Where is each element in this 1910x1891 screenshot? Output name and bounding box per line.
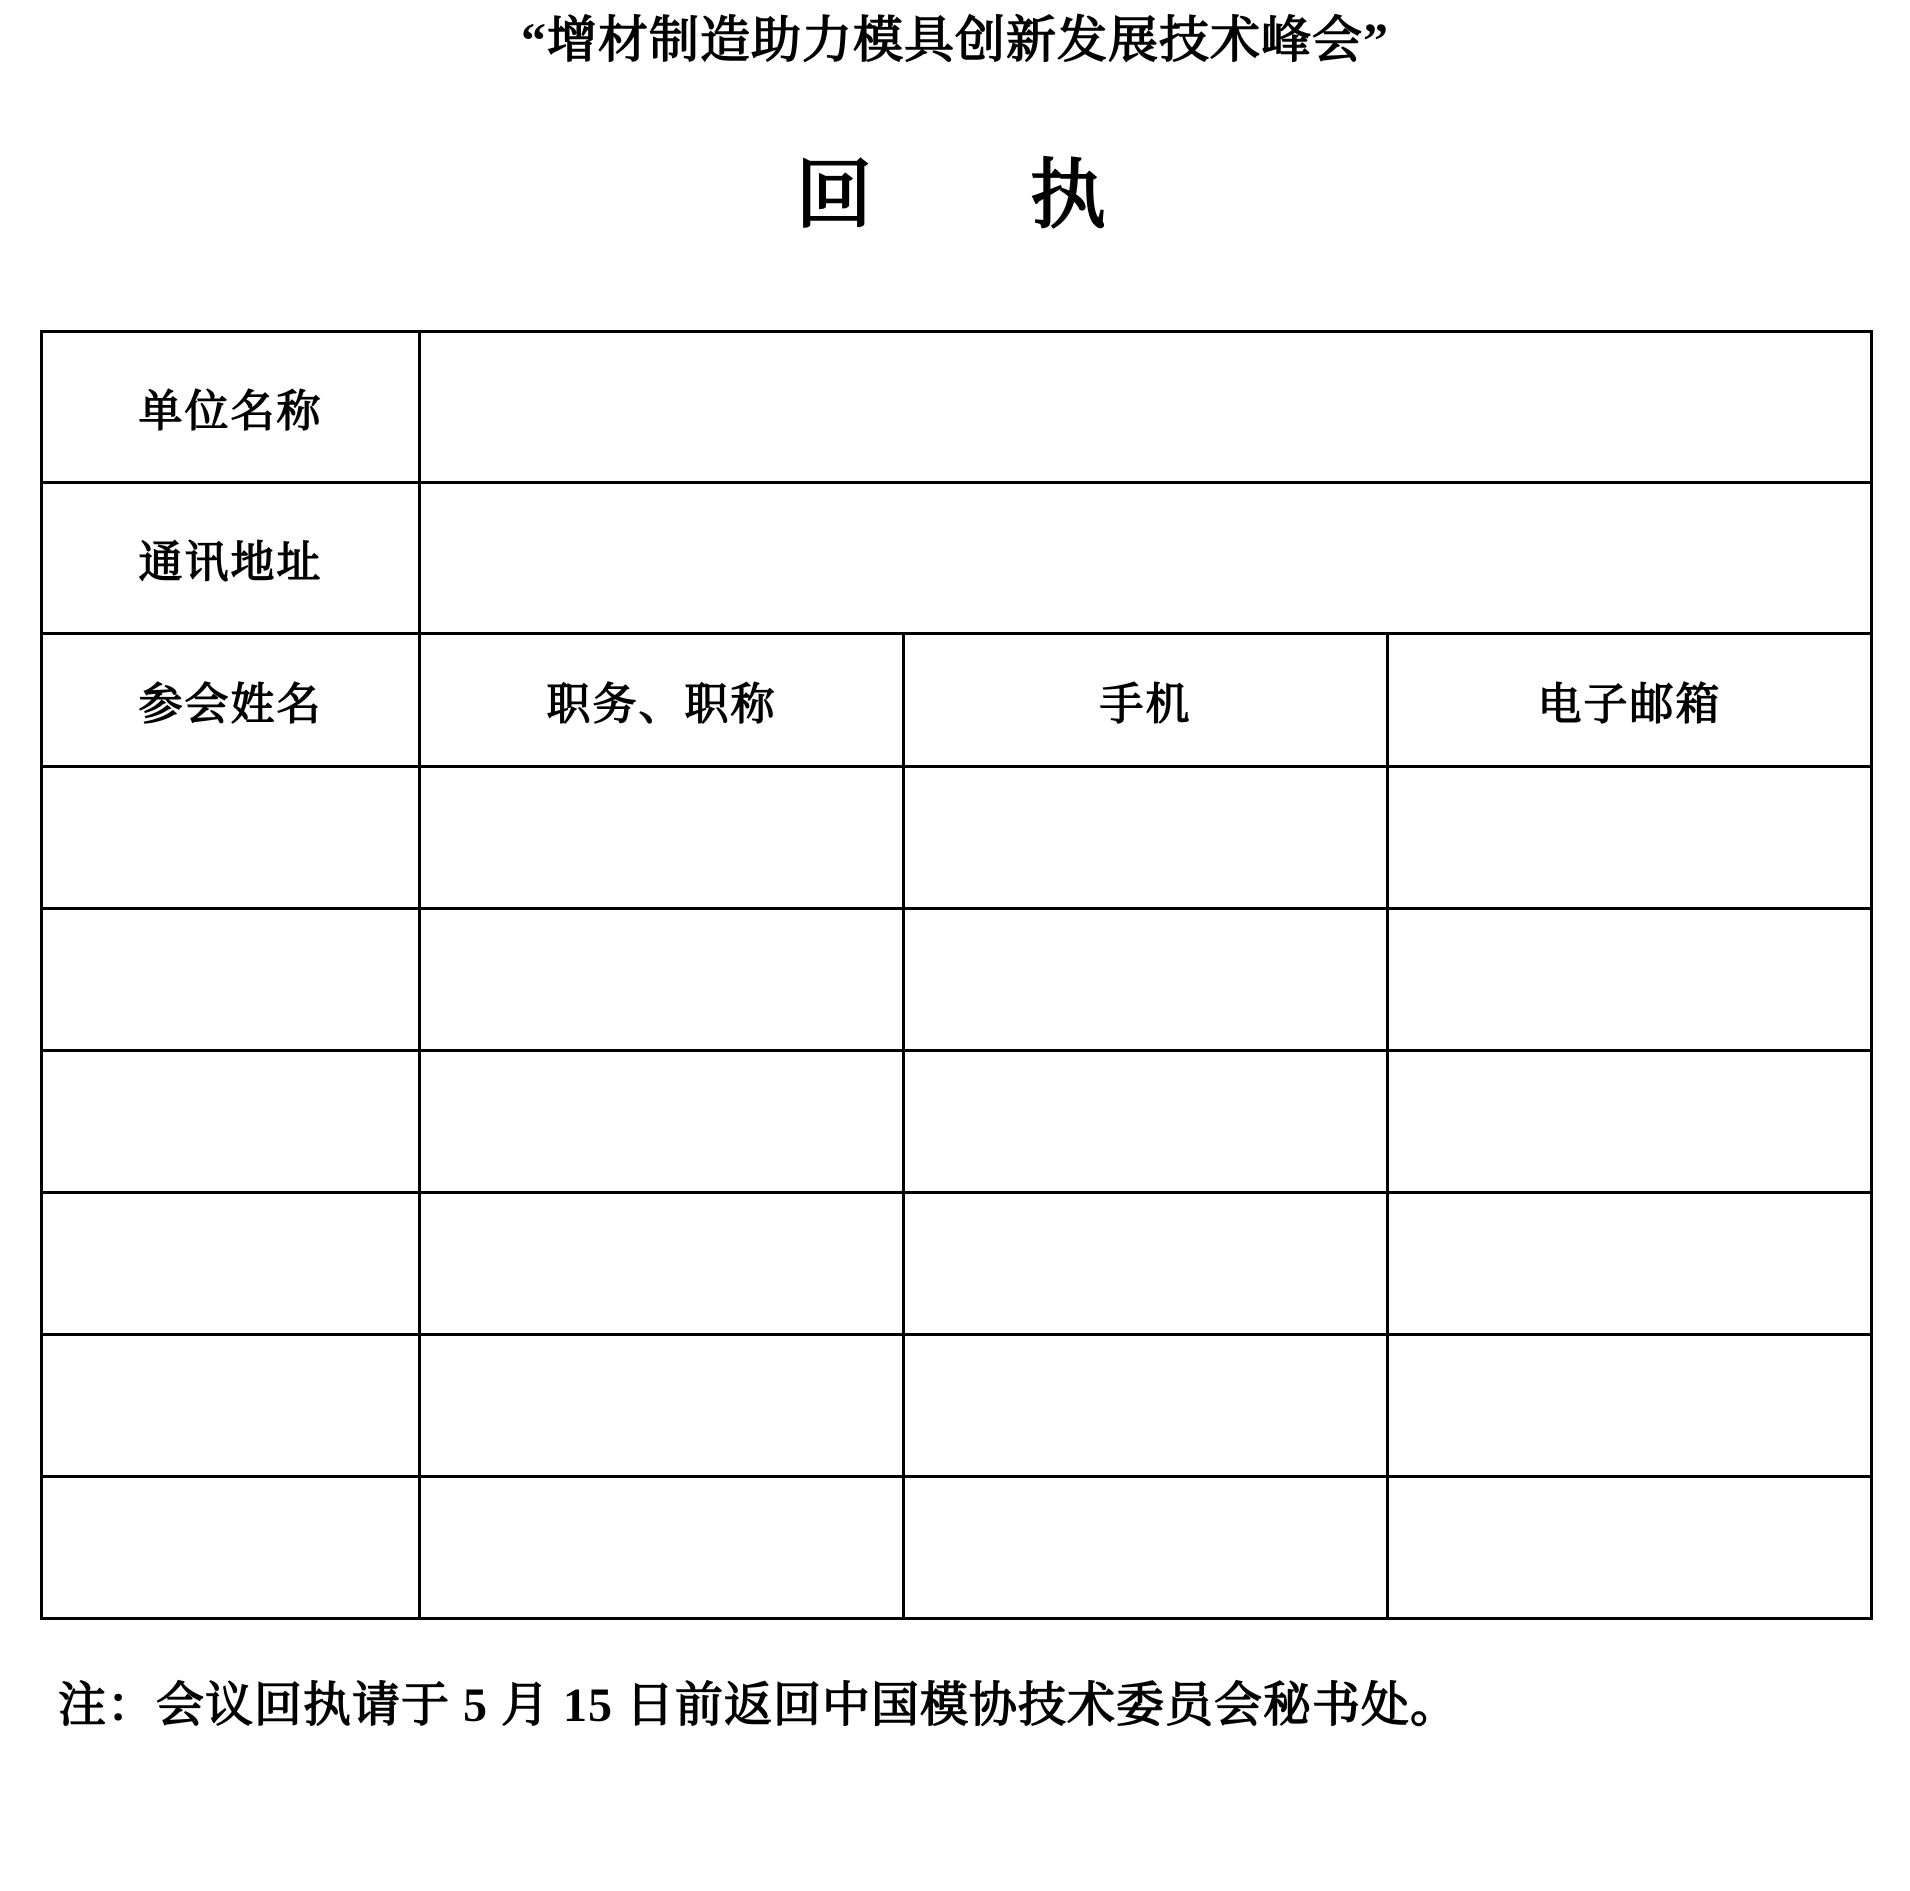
table-row: [42, 332, 1872, 483]
cell-attendee-name[interactable]: [42, 767, 420, 909]
table-row: [42, 1335, 1872, 1477]
header-email: 电子邮箱: [1388, 634, 1872, 767]
table-row: [42, 1051, 1872, 1193]
table-header-row: [42, 634, 1872, 767]
cell-attendee-name[interactable]: [42, 1335, 420, 1477]
page-subtitle: [40, 151, 1870, 242]
table-row: [42, 909, 1872, 1051]
cell-attendee-name[interactable]: [42, 909, 420, 1051]
cell-mobile[interactable]: [904, 1193, 1388, 1335]
header-mobile: 手机: [904, 634, 1388, 767]
cell-position-title[interactable]: [420, 1193, 904, 1335]
cell-email[interactable]: [1388, 1193, 1872, 1335]
cell-position-title[interactable]: [420, 1051, 904, 1193]
cell-mobile[interactable]: [904, 1477, 1388, 1619]
table-row: [42, 1477, 1872, 1619]
cell-mobile[interactable]: [904, 1335, 1388, 1477]
cell-mobile[interactable]: [904, 909, 1388, 1051]
label-company-name: 单位名称: [42, 332, 420, 483]
cell-attendee-name[interactable]: [42, 1193, 420, 1335]
cell-email[interactable]: [1388, 767, 1872, 909]
cell-position-title[interactable]: [420, 1477, 904, 1619]
cell-email[interactable]: [1388, 1051, 1872, 1193]
cell-email[interactable]: [1388, 1335, 1872, 1477]
cell-position-title[interactable]: [420, 909, 904, 1051]
field-mailing-address[interactable]: [420, 483, 1872, 634]
cell-email[interactable]: [1388, 909, 1872, 1051]
cell-email[interactable]: [1388, 1477, 1872, 1619]
subtitle-char-left: 回: [796, 154, 880, 238]
header-position-title: 职务、职称: [420, 634, 904, 767]
label-mailing-address: 通讯地址: [42, 483, 420, 634]
table-row: [42, 483, 1872, 634]
footer-note: 注：会议回执请于 5 月 15 日前返回中国模协技术委员会秘书处。: [58, 1679, 1460, 1733]
table-row: [42, 767, 1872, 909]
cell-position-title[interactable]: [420, 767, 904, 909]
header-attendee-name: 参会姓名: [42, 634, 420, 767]
cell-attendee-name[interactable]: [42, 1051, 420, 1193]
cell-attendee-name[interactable]: [42, 1477, 420, 1619]
receipt-page: [0, 8, 1910, 1891]
table-row: [42, 1193, 1872, 1335]
cell-position-title[interactable]: [420, 1335, 904, 1477]
subtitle-char-right: 执: [1030, 154, 1114, 238]
page-title: “增材制造助力模具创新发展技术峰会”: [521, 12, 1389, 68]
cell-mobile[interactable]: [904, 1051, 1388, 1193]
field-company-name[interactable]: [420, 332, 1872, 483]
cell-mobile[interactable]: [904, 767, 1388, 909]
receipt-table: [40, 330, 1873, 1620]
